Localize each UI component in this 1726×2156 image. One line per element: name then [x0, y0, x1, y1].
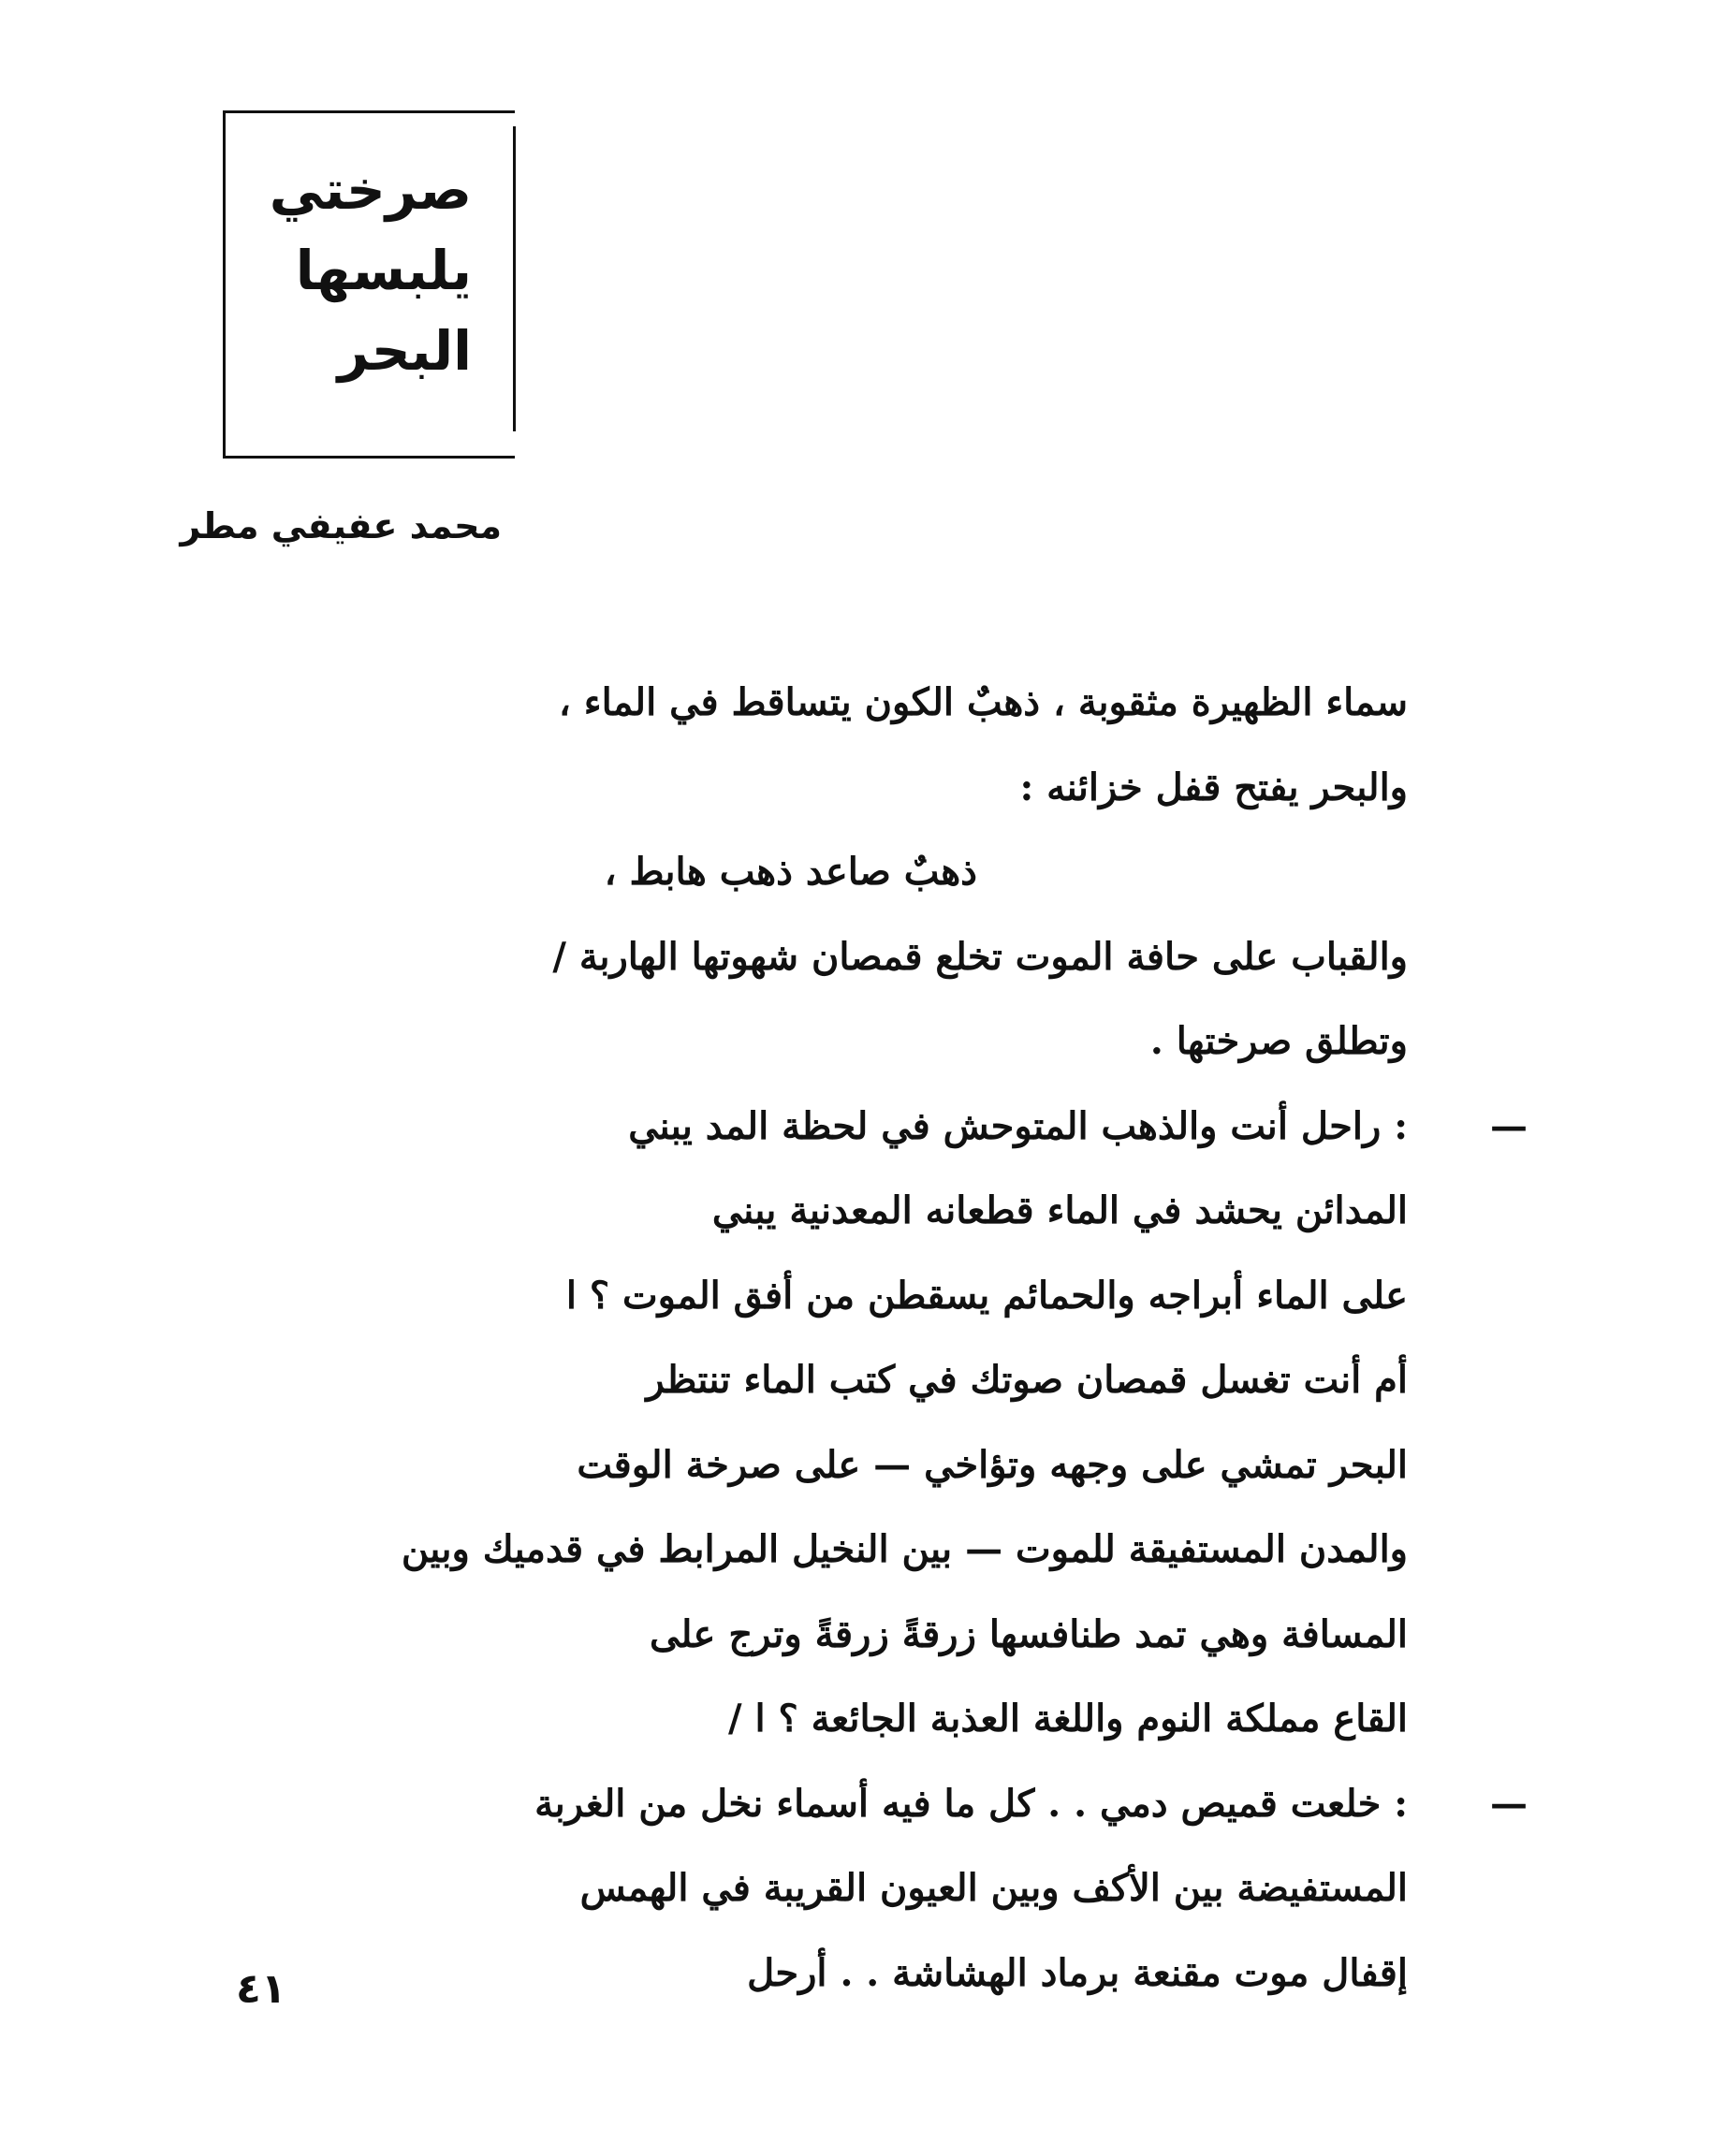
- poem-line-text: إقفال موت مقنعة برماد الهشاشة . . أرحل: [747, 1950, 1408, 1995]
- poem-line-text: : راحل أنت والذهب المتوحش في لحظة المد يبني: [628, 1103, 1408, 1148]
- poem-line-text: المسافة وهي تمد طنافسها زرقةً زرقةً وترج على: [649, 1611, 1408, 1656]
- poem-line-text: البحر تمشي على وجهه وتؤاخي — على صرخة الوقت: [577, 1442, 1408, 1487]
- dialogue-dash: —: [1490, 1781, 1528, 1826]
- poem-line-text: المستفيضة بين الأكف وبين العيون القريبة في الهمس: [579, 1866, 1408, 1910]
- poem-title-line-3: البحر: [337, 319, 472, 383]
- poem-line: [154, 999, 1408, 1085]
- poem-line: [154, 1762, 1528, 1847]
- page-number: ٤١: [236, 1965, 286, 2013]
- poem-line: [154, 915, 1408, 1000]
- poem-line: [154, 1593, 1408, 1678]
- poem-line: [154, 1931, 1408, 2017]
- poem-line-text: القاع مملكة النوم واللغة العذبة الجائعة ؟ ا /: [727, 1697, 1408, 1741]
- poem-line-text: ذهبٌ صاعد ذهب هابط ،: [604, 850, 977, 894]
- poem-line: [154, 1169, 1408, 1254]
- poem-line: [154, 1508, 1408, 1593]
- poem-line-text: وتطلق صرختها .: [1149, 1019, 1408, 1063]
- poem-line: [154, 830, 1408, 915]
- poem-line: [154, 746, 1408, 831]
- poem-line: [154, 1423, 1408, 1508]
- poem-title-line-1: صرختي: [269, 158, 472, 222]
- poem-line-text: والبحر يفتح قفل خزائنه :: [1019, 765, 1408, 809]
- poem-line: [154, 1254, 1408, 1339]
- poem-line-text: على الماء أبراجه والحمائم يسقطن من أفق الموت ؟ ا: [565, 1273, 1408, 1318]
- poem-line-text: والقباب على حافة الموت تخلع قمصان شهوتها الهاربة /: [552, 934, 1408, 979]
- poem-line: [154, 661, 1408, 746]
- poem-line: [154, 1338, 1408, 1423]
- poem-line-text: والمدن المستفيقة للموت — بين النخيل المرابط في قدميك وبين: [401, 1527, 1408, 1571]
- poem-line-text: أم أنت تغسل قمصان صوتك في كتب الماء تنتظر: [646, 1358, 1408, 1402]
- poem-line-text: : خلعت قميص دمي . . كل ما فيه أسماء نخل من الغربة: [534, 1781, 1408, 1826]
- dialogue-dash: —: [1490, 1103, 1528, 1148]
- poem-title-line-2: يلبسها: [295, 239, 472, 302]
- poem-body: [154, 661, 1528, 2016]
- author-name: محمد عفيفي مطر: [180, 505, 502, 546]
- poem-line: [154, 1677, 1408, 1762]
- poem-line: [154, 1085, 1528, 1170]
- poem-line-text: سماء الظهيرة مثقوبة ، ذهبٌ الكون يتساقط في الماء ،: [558, 680, 1408, 724]
- poem-line: [154, 1846, 1408, 1931]
- poem-line-text: المدائن يحشد في الماء قطعانه المعدنية يبني: [711, 1188, 1408, 1232]
- poem-title: [270, 150, 472, 391]
